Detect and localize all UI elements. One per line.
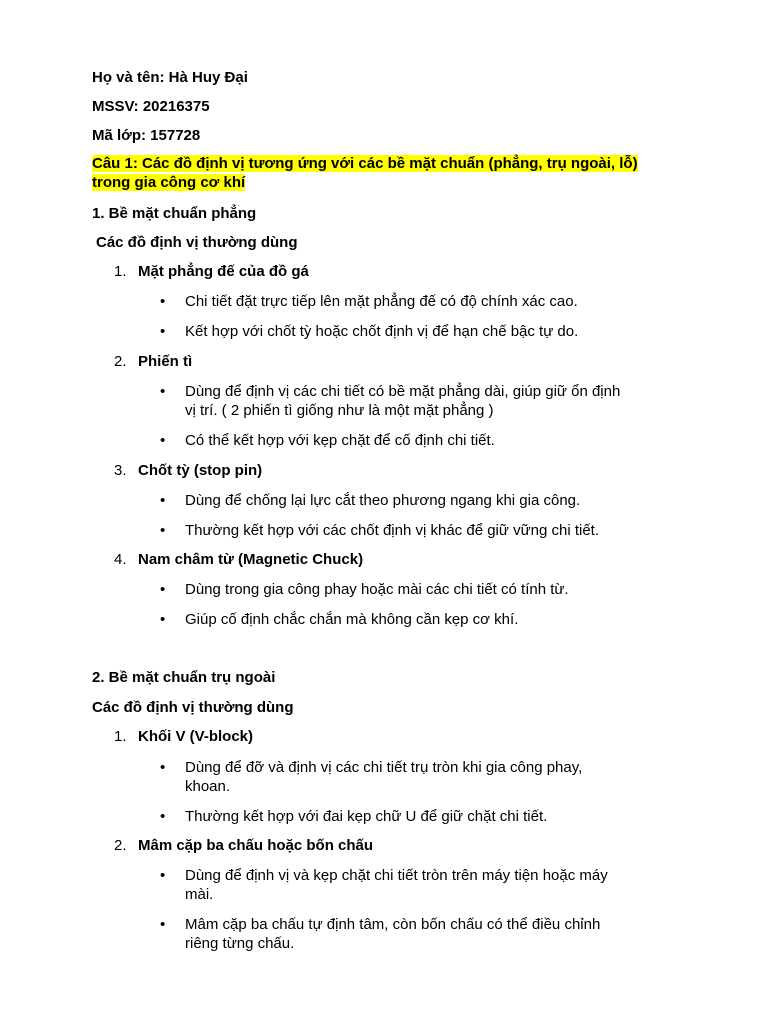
question-highlight: Câu 1: Các đồ định vị tương ứng với các bề mặt chuẩn (phẳng, trụ ngoài, lỗ) trong gia công cơ khí: [92, 155, 638, 191]
item-title: Khối V (V-block): [138, 728, 254, 745]
section2-item-2: [114, 836, 373, 855]
bullet-icon: •: [160, 759, 166, 776]
section1-item-3: [114, 461, 262, 480]
bullet-text: Thường kết hợp với đai kẹp chữ U để giữ chặt chi tiết.: [185, 808, 548, 825]
item-title: Mặt phẳng đế của đồ gá: [138, 263, 309, 280]
item-title: Phiến tì: [138, 353, 193, 370]
bullet-icon: •: [160, 492, 166, 509]
student-name: Họ và tên: Hà Huy Đại: [92, 69, 248, 86]
bullet-text: Dùng để đỡ và định vị các chi tiết trụ tròn khi gia công phay, khoan.: [185, 759, 583, 795]
section1-heading: 1. Bề mặt chuẩn phẳng: [92, 205, 257, 222]
list-item: [160, 292, 630, 311]
bullet-text: Có thể kết hợp với kẹp chặt để cố định chi tiết.: [185, 432, 495, 449]
bullet-icon: •: [160, 867, 166, 884]
list-item: [160, 915, 630, 953]
item-title: Mâm cặp ba chấu hoặc bốn chấu: [138, 837, 374, 854]
section2-heading: 2. Bề mặt chuẩn trụ ngoài: [92, 669, 276, 686]
bullet-icon: •: [160, 432, 166, 449]
bullet-text: Chi tiết đặt trực tiếp lên mặt phẳng đế có độ chính xác cao.: [185, 293, 578, 310]
bullet-icon: •: [160, 293, 166, 310]
list-item: [160, 431, 630, 450]
section1-item-2: [114, 352, 192, 371]
bullet-text: Dùng trong gia công phay hoặc mài các chi tiết có tính từ.: [185, 581, 569, 598]
bullet-icon: •: [160, 323, 166, 340]
item-title: Chốt tỳ (stop pin): [138, 462, 263, 479]
list-item: [160, 322, 630, 341]
bullet-icon: •: [160, 581, 166, 598]
item-number: 1.: [114, 728, 127, 745]
bullet-text: Dùng để định vị các chi tiết có bề mặt phẳng dài, giúp giữ ổn định vị trí. ( 2 phiến tì giống như là một mặt phẳng ): [185, 383, 621, 419]
item-number: 4.: [114, 551, 127, 568]
student-id: MSSV: 20216375: [92, 98, 210, 115]
item-title: Nam châm từ (Magnetic Chuck): [138, 551, 364, 568]
question-title: [92, 154, 652, 192]
section1-item-4: [114, 550, 363, 569]
item-number: 2.: [114, 837, 127, 854]
section1-subheading: Các đồ định vị thường dùng: [96, 234, 298, 251]
bullet-icon: •: [160, 383, 166, 400]
list-item: [160, 521, 630, 540]
bullet-text: Thường kết hợp với các chốt định vị khác để giữ vững chi tiết.: [185, 522, 599, 539]
list-item: [160, 382, 630, 420]
section2-item-1: [114, 727, 253, 746]
bullet-icon: •: [160, 916, 166, 933]
section2-subheading: Các đồ định vị thường dùng: [92, 699, 294, 716]
list-item: [160, 866, 630, 904]
item-number: 1.: [114, 263, 127, 280]
class-code: Mã lớp: 157728: [92, 127, 201, 144]
bullet-icon: •: [160, 808, 166, 825]
bullet-text: Dùng để định vị và kẹp chặt chi tiết tròn trên máy tiện hoặc máy mài.: [185, 867, 608, 903]
list-item: [160, 580, 630, 599]
bullet-text: Dùng để chống lại lực cắt theo phương ngang khi gia công.: [185, 492, 581, 509]
list-item: [160, 610, 630, 629]
list-item: [160, 758, 630, 796]
list-item: [160, 491, 630, 510]
section1-item-1: [114, 262, 309, 281]
bullet-text: Mâm cặp ba chấu tự định tâm, còn bốn chấu có thể điều chỉnh riêng từng chấu.: [185, 916, 601, 952]
bullet-text: Kết hợp với chốt tỳ hoặc chốt định vị để hạn chế bậc tự do.: [185, 323, 579, 340]
bullet-icon: •: [160, 611, 166, 628]
item-number: 2.: [114, 353, 127, 370]
list-item: [160, 807, 630, 826]
item-number: 3.: [114, 462, 127, 479]
bullet-icon: •: [160, 522, 166, 539]
bullet-text: Giúp cố định chắc chắn mà không cần kẹp cơ khí.: [185, 611, 519, 628]
